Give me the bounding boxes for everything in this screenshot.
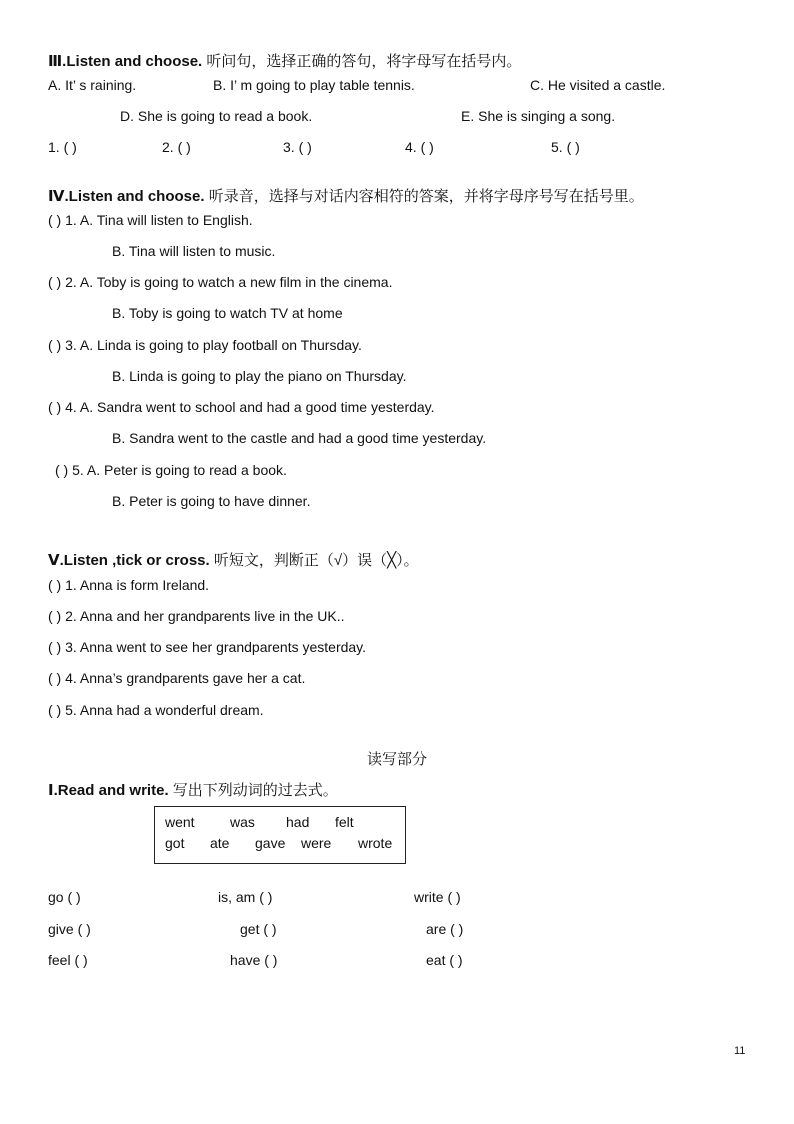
word-box-word: were <box>301 835 332 851</box>
read-write-heading: 读写部分 <box>366 751 427 768</box>
section-5-title-cn: 听短文，判断正（√）误（╳）。 <box>213 552 419 569</box>
section-3-title <box>48 50 521 71</box>
verb-blank-are[interactable]: are ( ) <box>426 921 464 937</box>
option-d: D. She is going to read a book. <box>120 108 313 124</box>
word-box-word: gave <box>255 835 286 851</box>
answer-blank-2[interactable]: 2. ( ) <box>162 139 191 155</box>
question-item[interactable]: ( ) 4. A. Sandra went to school and had a good time yesterday. <box>48 399 435 415</box>
read-write-title-en: Read and write. <box>57 782 169 799</box>
read-write-title <box>48 779 338 800</box>
answer-blank-5[interactable]: 5. ( ) <box>551 139 580 155</box>
section-4-title-cn: 听录音，选择与对话内容相符的答案，并将字母序号写在括号里。 <box>208 188 644 205</box>
section-3-title-cn: 听问句，选择正确的答句，将字母写在括号内。 <box>206 53 522 70</box>
word-box-word: felt <box>335 814 354 830</box>
verb-blank-get[interactable]: get ( ) <box>240 921 277 937</box>
question-item[interactable]: ( ) 5. A. Peter is going to read a book. <box>55 462 287 478</box>
tick-cross-item[interactable]: ( ) 3. Anna went to see her grandparents yesterday. <box>48 639 367 655</box>
answer-blank-3[interactable]: 3. ( ) <box>283 139 312 155</box>
question-item[interactable]: ( ) 3. A. Linda is going to play football on Thursday. <box>48 337 362 353</box>
section-5-title-en: Listen ,tick or cross. <box>63 552 210 569</box>
word-box-word: ate <box>210 835 230 851</box>
section-5-roman: Ⅴ. <box>48 552 64 569</box>
tick-cross-item[interactable]: ( ) 1. Anna is form Ireland. <box>48 577 210 593</box>
word-box-word: got <box>165 835 185 851</box>
read-write-title-cn: 写出下列动词的过去式。 <box>172 782 338 799</box>
question-option-b: B. Peter is going to have dinner. <box>112 493 311 509</box>
verb-blank-go[interactable]: go ( ) <box>48 889 81 905</box>
question-option-b: B. Tina will listen to music. <box>112 243 276 259</box>
option-c: C. He visited a castle. <box>530 77 666 93</box>
read-write-roman: Ⅰ. <box>48 782 58 799</box>
tick-cross-item[interactable]: ( ) 4. Anna’s grandparents gave her a cat. <box>48 670 306 686</box>
word-box-word: had <box>286 814 310 830</box>
section-4-title-en: Listen and choose. <box>68 188 205 205</box>
answer-blank-4[interactable]: 4. ( ) <box>405 139 434 155</box>
section-3-roman: Ⅲ. <box>48 53 67 70</box>
question-item[interactable]: ( ) 2. A. Toby is going to watch a new film in the cinema. <box>48 274 393 290</box>
tick-cross-item[interactable]: ( ) 2. Anna and her grandparents live in the UK.. <box>48 608 345 624</box>
question-item[interactable]: ( ) 1. A. Tina will listen to English. <box>48 212 253 228</box>
section-3-title-en: Listen and choose. <box>66 53 203 70</box>
verb-blank-give[interactable]: give ( ) <box>48 921 91 937</box>
verb-blank-feel[interactable]: feel ( ) <box>48 952 88 968</box>
question-option-b: B. Toby is going to watch TV at home <box>112 305 343 321</box>
option-b: B. I’ m going to play table tennis. <box>213 77 415 93</box>
word-box <box>154 806 406 864</box>
option-e: E. She is singing a song. <box>461 108 616 124</box>
section-5-title <box>48 549 419 570</box>
verb-blank-eat[interactable]: eat ( ) <box>426 952 463 968</box>
word-box-word: went <box>165 814 195 830</box>
question-option-b: B. Linda is going to play the piano on Thursday. <box>112 368 407 384</box>
question-option-b: B. Sandra went to the castle and had a good time yesterday. <box>112 430 487 446</box>
option-a: A. It’ s raining. <box>48 77 137 93</box>
verb-blank-is-am[interactable]: is, am ( ) <box>218 889 273 905</box>
word-box-word: was <box>230 814 255 830</box>
tick-cross-item[interactable]: ( ) 5. Anna had a wonderful dream. <box>48 702 264 718</box>
answer-blank-1[interactable]: 1. ( ) <box>48 139 77 155</box>
section-4-roman: Ⅳ. <box>48 188 69 205</box>
page-number: 11 <box>734 1045 746 1057</box>
section-4-title <box>48 185 644 206</box>
word-box-word: wrote <box>358 835 393 851</box>
verb-blank-have[interactable]: have ( ) <box>230 952 278 968</box>
verb-blank-write[interactable]: write ( ) <box>414 889 461 905</box>
